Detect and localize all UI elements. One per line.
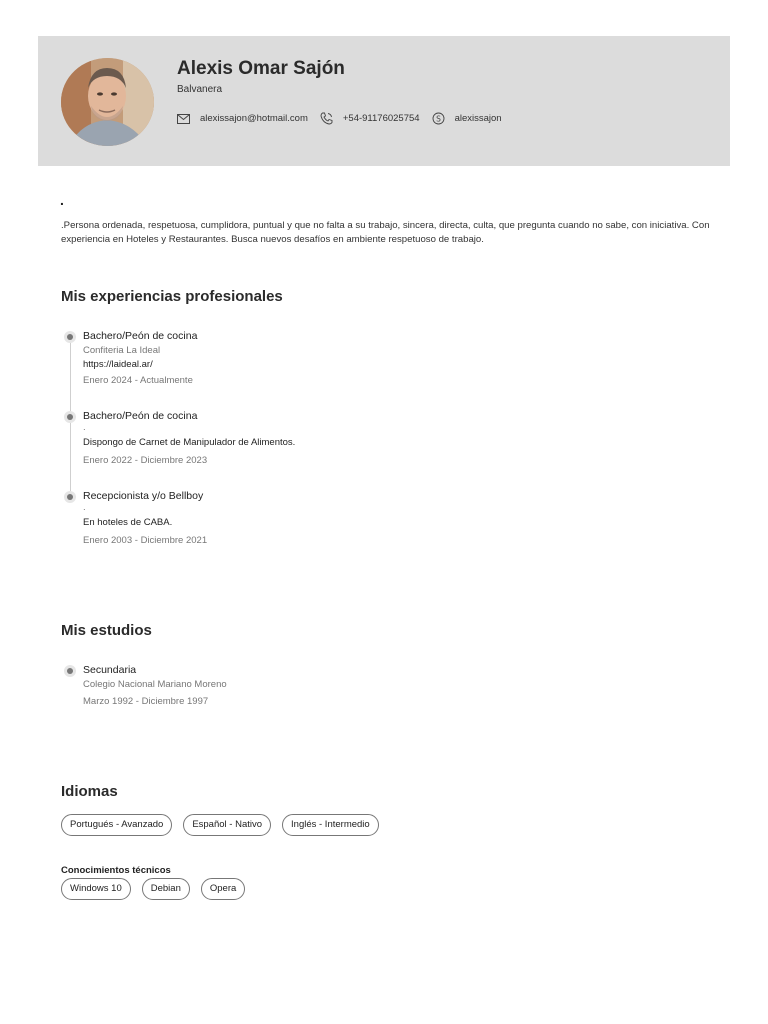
- timeline-bullet: [64, 331, 76, 343]
- header-banner: [38, 36, 730, 166]
- experience-role: Bachero/Peón de cocina: [83, 330, 198, 342]
- envelope-icon: [177, 114, 190, 124]
- experience-description: En hoteles de CABA.: [83, 517, 173, 528]
- experience-company: .: [83, 422, 86, 433]
- experience-role: Bachero/Peón de cocina: [83, 410, 198, 422]
- timeline-bullet: [64, 411, 76, 423]
- experience-link[interactable]: https://laideal.ar/: [83, 359, 153, 370]
- education-dates: Marzo 1992 - Diciembre 1997: [83, 696, 209, 707]
- language-list: [61, 814, 390, 836]
- email-text: alexissajon@hotmail.com: [200, 113, 308, 124]
- phone-contact[interactable]: [320, 112, 420, 125]
- svg-text:S: S: [435, 114, 441, 124]
- skype-text: alexissajon: [454, 113, 502, 124]
- experience-dates: Enero 2022 - Diciembre 2023: [83, 455, 208, 466]
- skills-title: Conocimientos técnicos: [61, 865, 171, 876]
- language-pill: Portugués - Avanzado: [61, 814, 172, 836]
- experience-role: Recepcionista y/o Bellboy: [83, 490, 204, 502]
- avatar: [61, 58, 154, 146]
- language-pill: Español - Nativo: [183, 814, 271, 836]
- email-contact[interactable]: [177, 113, 308, 124]
- contact-row: [177, 112, 514, 125]
- summary-text: .Persona ordenada, respetuosa, cumplidora, puntual y que no falta a su trabajo, sincera, directa, culta, que pregunta cuando no sabe, con iniciativa. Con experiencia en Hoteles y Restaurantes. Busca nuevos desafíos en ambiente respetuoso de trabajo.: [61, 220, 710, 245]
- education-school: Colegio Nacional Mariano Moreno: [83, 679, 227, 690]
- languages-title: Idiomas: [61, 783, 118, 800]
- experience-title: Mis experiencias profesionales: [61, 288, 283, 305]
- experience-company: .: [83, 502, 86, 513]
- experience-company: Confiteria La Ideal: [83, 345, 161, 356]
- skype-contact[interactable]: [432, 112, 502, 125]
- full-name: Alexis Omar Sajón: [177, 58, 345, 79]
- experience-description: Dispongo de Carnet de Manipulador de Alimentos.: [83, 437, 296, 448]
- summary-heading: .: [60, 192, 64, 208]
- timeline-bullet: [64, 491, 76, 503]
- skill-pill: Opera: [201, 878, 245, 900]
- education-title: Mis estudios: [61, 622, 152, 639]
- skill-pill: Windows 10: [61, 878, 131, 900]
- education-degree: Secundaria: [83, 664, 137, 676]
- experience-dates: Enero 2024 - Actualmente: [83, 375, 193, 386]
- timeline-bullet: [64, 665, 76, 677]
- skype-icon: [432, 112, 445, 125]
- phone-text: +54-91176025754: [342, 113, 420, 124]
- experience-timeline: [61, 330, 701, 550]
- phone-icon: [320, 112, 333, 125]
- language-pill: Inglés - Intermedio: [282, 814, 379, 836]
- location: Balvanera: [177, 84, 223, 95]
- skills-list: [61, 878, 256, 900]
- education-timeline: [61, 664, 701, 714]
- skill-pill: Debian: [142, 878, 190, 900]
- experience-dates: Enero 2003 - Diciembre 2021: [83, 535, 208, 546]
